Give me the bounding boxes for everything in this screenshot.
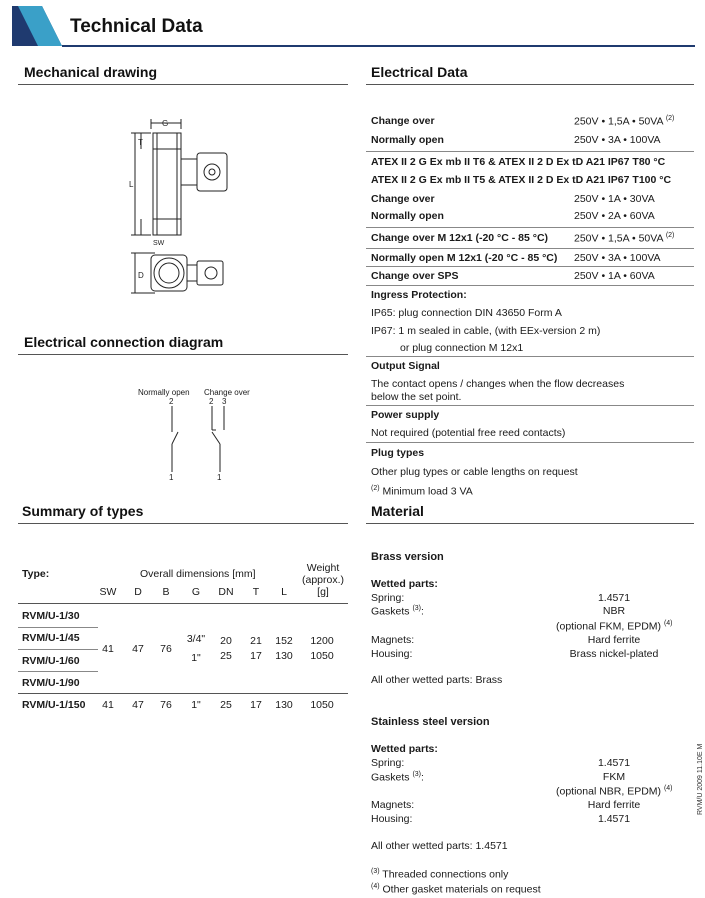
type-row: RVM/U-1/90 (22, 677, 80, 689)
group-l2: 130 (275, 650, 293, 662)
atex-line: ATEX II 2 G Ex mb II T6 & ATEX II 2 D Ex tD A21 IP67 T80 °C (371, 156, 666, 168)
col-g: G (191, 586, 201, 598)
footnote-2: $^{(2)}$ Minimum load 3 VA (371, 485, 473, 498)
col-d: D (134, 586, 142, 598)
elec-label: Change over (371, 193, 435, 205)
weight-header: Weight (approx.) [g] (301, 562, 344, 598)
group-w1: 1200 (310, 635, 334, 647)
group-l1: 152 (275, 635, 293, 647)
type-row: RVM/U-1/30 (22, 610, 80, 622)
divider (366, 405, 694, 406)
divider (366, 285, 694, 286)
no-pin-1: 1 (169, 473, 174, 480)
last-w: 1050 (310, 699, 334, 711)
group-b: 76 (160, 643, 172, 655)
col-l: L (281, 586, 287, 598)
group-sw: 41 (102, 643, 114, 655)
divider (18, 84, 348, 85)
group-g2: 1" (191, 652, 201, 664)
atex-line: ATEX II 2 G Ex mb II T5 & ATEX II 2 D Ex tD A21 IP67 T100 °C (371, 174, 672, 186)
brass-other: All other wetted parts: Brass (371, 674, 503, 686)
ss-housing: 1.4571 (597, 813, 631, 825)
mechanical-drawing (125, 115, 240, 300)
stainless-title: Stainless steel version (371, 716, 490, 728)
gaskets-label: Gaskets $^{(3)}$: (371, 771, 424, 784)
document-code: RVM/U 2009 11.10E M (697, 743, 704, 815)
elec-label: Change over (371, 115, 435, 127)
brass-housing: Brass nickel-plated (569, 648, 659, 660)
divider (18, 354, 348, 355)
ss-other: All other wetted parts: 1.4571 (371, 840, 508, 852)
ss-gaskets: FKM (602, 771, 626, 783)
col-dn: DN (218, 586, 234, 598)
elec-value: 250V • 2A • 60VA (574, 210, 655, 222)
elec-label: Normally open (371, 134, 444, 146)
divider (366, 248, 694, 249)
magnets-label: Magnets: (371, 799, 415, 811)
output-text: The contact opens / changes when the flow decreases (371, 378, 625, 390)
table-divider (18, 603, 348, 604)
ingress-ip65: IP65: plug connection DIN 43650 Form A (371, 307, 562, 319)
group-dn2: 25 (220, 650, 232, 662)
plug-text: Other plug types or cable lengths on request (371, 466, 578, 478)
last-t: 17 (250, 699, 262, 711)
spring-label: Spring: (371, 592, 405, 604)
page-title: Technical Data (70, 16, 203, 37)
last-l: 130 (275, 699, 293, 711)
plug-title: Plug types (371, 447, 425, 459)
table-divider (18, 649, 98, 650)
connection-diagram (150, 396, 250, 480)
divider (366, 266, 694, 267)
brass-title: Brass version (371, 551, 444, 563)
dim-l-label: L (129, 180, 134, 189)
last-sw: 41 (102, 699, 114, 711)
brass-gaskets-optional: (optional FKM, EPDM) $^{(4)}$ (556, 620, 673, 633)
elec-value: 250V • 1,5A • 50VA $^{(2)}$ (574, 232, 675, 245)
group-w2: 1050 (310, 650, 334, 662)
footnote-4: $^{(4)}$ Other gasket materials on request (371, 883, 541, 896)
last-b: 76 (160, 699, 172, 711)
type-row: RVM/U-1/45 (22, 632, 80, 644)
ingress-title: Ingress Protection: (371, 289, 467, 301)
electrical-data-title: Electrical Data (371, 64, 468, 80)
output-title: Output Signal (371, 360, 440, 372)
group-t2: 17 (250, 650, 262, 662)
col-t: T (252, 586, 260, 598)
type-row: RVM/U-1/150 (22, 699, 86, 711)
type-row: RVM/U-1/60 (22, 655, 80, 667)
dim-t-label: T (138, 138, 143, 147)
housing-label: Housing: (371, 648, 413, 660)
co-pin-1: 1 (217, 473, 222, 480)
ss-gaskets-optional: (optional NBR, EPDM) $^{(4)}$ (556, 785, 673, 798)
col-b: B (162, 586, 170, 598)
last-d: 47 (132, 699, 144, 711)
normally-open-label: Normally open (138, 388, 190, 397)
co-pin-2: 2 (209, 397, 214, 406)
divider (366, 356, 694, 357)
ingress-ip67-plug: or plug connection M 12x1 (400, 342, 524, 354)
connection-diagram-title: Electrical connection diagram (24, 334, 224, 350)
elec-label: Normally open M 12x1 (-20 °C - 85 °C) (371, 252, 558, 264)
brass-spring: 1.4571 (597, 592, 631, 604)
output-text: below the set point. (371, 391, 462, 403)
divider (366, 151, 694, 152)
housing-label: Housing: (371, 813, 413, 825)
ss-spring: 1.4571 (597, 757, 631, 769)
material-title: Material (371, 503, 424, 519)
last-dn: 25 (220, 699, 232, 711)
table-divider (18, 627, 98, 628)
magnets-label: Magnets: (371, 634, 415, 646)
summary-title: Summary of types (22, 503, 144, 519)
change-over-label: Change over (204, 388, 250, 397)
gaskets-label: Gaskets $^{(3)}$: (371, 605, 424, 618)
overall-dimensions-header: Overall dimensions [mm] (140, 568, 256, 580)
dim-d-label: D (138, 271, 144, 280)
elec-value: 250V • 3A • 100VA (574, 252, 661, 264)
ingress-ip67: IP67: 1 m sealed in cable, (with EEx-version 2 m) (371, 325, 601, 337)
type-header: Type: (22, 568, 50, 580)
dim-sw-label: SW (153, 240, 165, 247)
divider (366, 227, 694, 228)
last-g: 1" (191, 699, 201, 711)
divider (366, 523, 694, 524)
group-dn1: 20 (220, 635, 232, 647)
elec-value: 250V • 1A • 30VA (574, 193, 655, 205)
elec-value: 250V • 1A • 60VA (574, 270, 655, 282)
mechanical-drawing-title: Mechanical drawing (24, 64, 158, 80)
table-divider (18, 671, 98, 672)
co-pin-3: 3 (222, 397, 227, 406)
spring-label: Spring: (371, 757, 405, 769)
no-pin-2: 2 (169, 397, 174, 406)
group-t1: 21 (250, 635, 262, 647)
power-title: Power supply (371, 409, 440, 421)
ss-magnets: Hard ferrite (587, 799, 641, 811)
dim-g-label: G (162, 119, 169, 128)
brass-magnets: Hard ferrite (587, 634, 641, 646)
wetted-label: Wetted parts: (371, 743, 438, 755)
elec-label: Change over M 12x1 (-20 °C - 85 °C) (371, 232, 549, 244)
group-d: 47 (132, 643, 144, 655)
elec-label: Change over SPS (371, 270, 459, 282)
wetted-label: Wetted parts: (371, 578, 438, 590)
footnote-3: $^{(3)}$ Threaded connections only (371, 868, 509, 881)
elec-value: 250V • 1,5A • 50VA $^{(2)}$ (574, 115, 675, 128)
table-divider (18, 693, 348, 694)
group-g1: 3/4" (186, 633, 206, 645)
brass-gaskets: NBR (602, 605, 626, 617)
divider (366, 84, 694, 85)
elec-label: Normally open (371, 210, 444, 222)
divider (18, 523, 348, 524)
col-sw: SW (99, 586, 117, 598)
divider (366, 442, 694, 443)
power-text: Not required (potential free reed contacts) (371, 427, 566, 439)
elec-value: 250V • 3A • 100VA (574, 134, 661, 146)
